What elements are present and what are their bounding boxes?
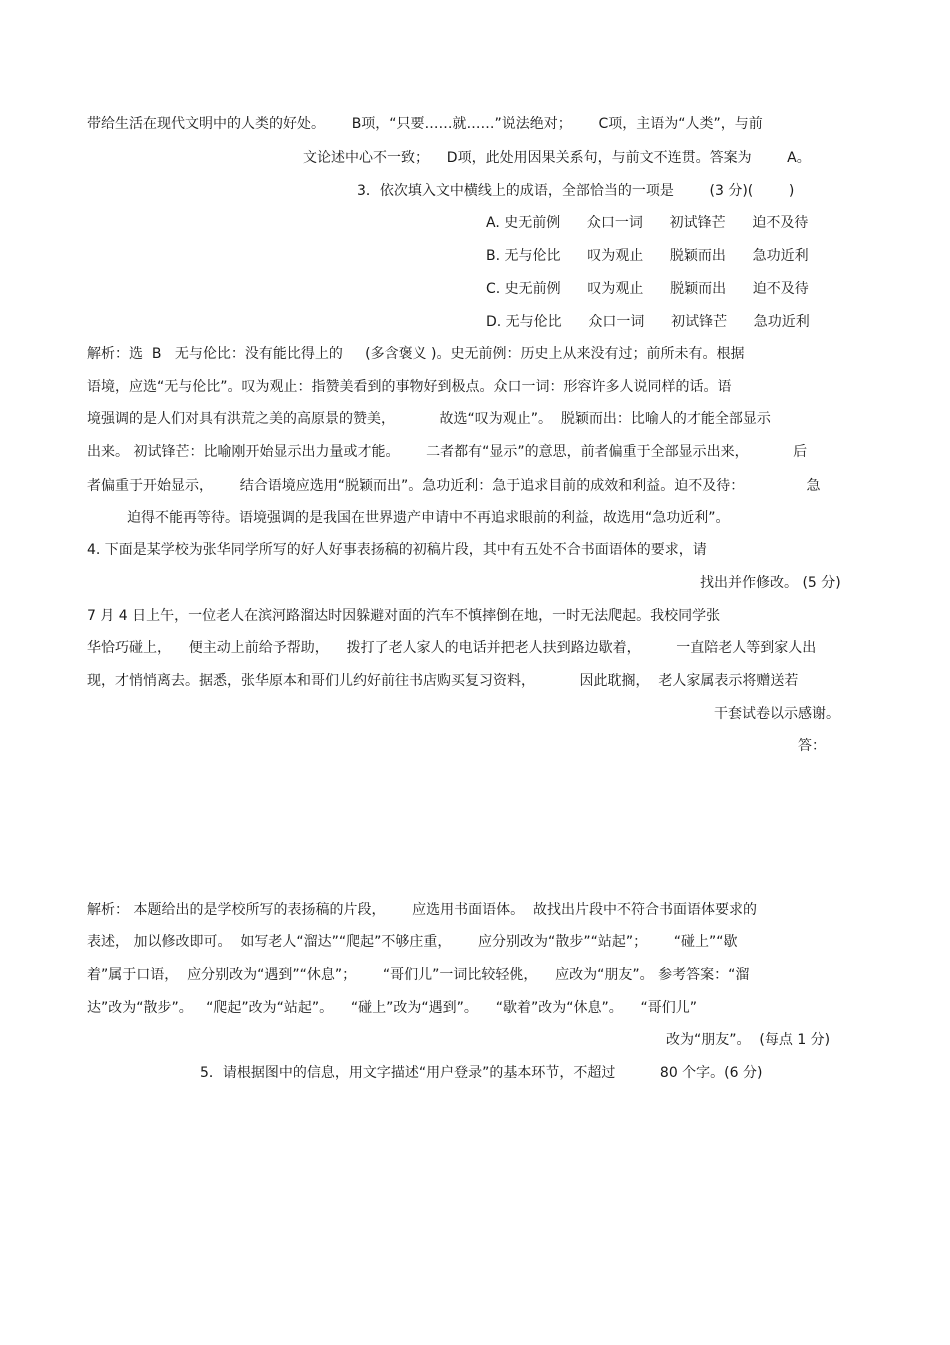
analysis-3-line-4: 出来。 初试锋芒：比喻刚开始显示出力量或才能。 二者都有“显示”的意思，前者偏重于全部显示出来， 后: [87, 444, 808, 460]
question-4-stem-cont: 找出并作修改。 (5 分): [700, 575, 841, 591]
text-line-1: 带给生活在现代文明中的人类的好处。 B项，“只要……就……”说法绝对； C项，主语为“人类”，与前: [87, 116, 763, 132]
analysis-4-line-3: 着”属于口语， 应分别改为“遇到”“休息”； “哥们儿”一词比较轻佻， 应改为“朋友”。 参考答案：“溜: [87, 967, 750, 983]
analysis-3-line-6: 迫得不能再等待。语境强调的是我国在世界遗产申请中不再追求眼前的利益，故选用“急功近利”。: [127, 510, 730, 526]
option-c: C. 史无前例 叹为观止 脱颖而出 迫不及待: [486, 281, 809, 297]
answer-label: 答：: [798, 738, 826, 754]
question-4-stem: 4. 下面是某学校为张华同学所写的好人好事表扬稿的初稿片段，其中有五处不合书面语体的要求，请: [87, 542, 707, 558]
option-a: A. 史无前例 众口一词 初试锋芒 迫不及待: [486, 215, 809, 231]
analysis-4-line-2: 表述， 加以修改即可。 如写老人“溜达”“爬起”不够庄重， 应分别改为“散步”“站起”； “碰上”“歇: [87, 934, 738, 950]
passage-line-4: 干套试卷以示感谢。: [714, 706, 840, 722]
analysis-3-line-2: 语境，应选“无与伦比”。叹为观止：指赞美看到的事物好到极点。众口一词：形容许多人说同样的话。语: [87, 379, 732, 395]
analysis-3-line-1: 解析：选 B 无与伦比：没有能比得上的 (多含褒义 )。史无前例：历史上从来没有过；前所未有。根据: [87, 346, 745, 362]
analysis-4-line-5: 改为“朋友”。 (每点 1 分): [666, 1032, 831, 1048]
analysis-3-line-3: 境强调的是人们对具有洪荒之美的高原景的赞美， 故选“叹为观止”。 脱颖而出：比喻人的才能全部显示: [87, 411, 771, 427]
question-3-stem: 3．依次填入文中横线上的成语，全部恰当的一项是 (3 分)( ): [357, 183, 795, 199]
passage-line-2: 华恰巧碰上， 便主动上前给予帮助， 拨打了老人家人的电话并把老人扶到路边歇着， 一直陪老人等到家人出: [87, 640, 817, 656]
text-line-2: 文论述中心不一致； D项，此处用因果关系句，与前文不连贯。答案为 A。: [303, 150, 811, 166]
analysis-4-line-1: 解析： 本题给出的是学校所写的表扬稿的片段， 应选用书面语体。 故找出片段中不符合书面语体要求的: [87, 902, 758, 918]
analysis-3-line-5: 者偏重于开始显示， 结合语境应选用“脱颖而出”。急功近利：急于追求目前的成效和利益。迫不及待： 急: [87, 478, 821, 494]
question-5-stem: 5．请根据图中的信息，用文字描述“用户登录”的基本环节，不超过 80 个字。(6 分): [200, 1065, 763, 1081]
option-d: D. 无与伦比 众口一词 初试锋芒 急功近利: [486, 314, 810, 330]
passage-line-1: 7 月 4 日上午，一位老人在滨河路溜达时因躲避对面的汽车不慎摔倒在地，一时无法爬起。我校同学张: [87, 608, 721, 624]
option-b: B. 无与伦比 叹为观止 脱颖而出 急功近利: [486, 248, 809, 264]
passage-line-3: 现，才悄悄离去。据悉，张华原本和哥们儿约好前往书店购买复习资料， 因此耽搁， 老人家属表示将赠送若: [87, 673, 799, 689]
analysis-4-line-4: 达”改为“散步”。 “爬起”改为“站起”。 “碰上”改为“遇到”。 “歇着”改为“休息”。 “哥们儿”: [87, 1000, 698, 1016]
